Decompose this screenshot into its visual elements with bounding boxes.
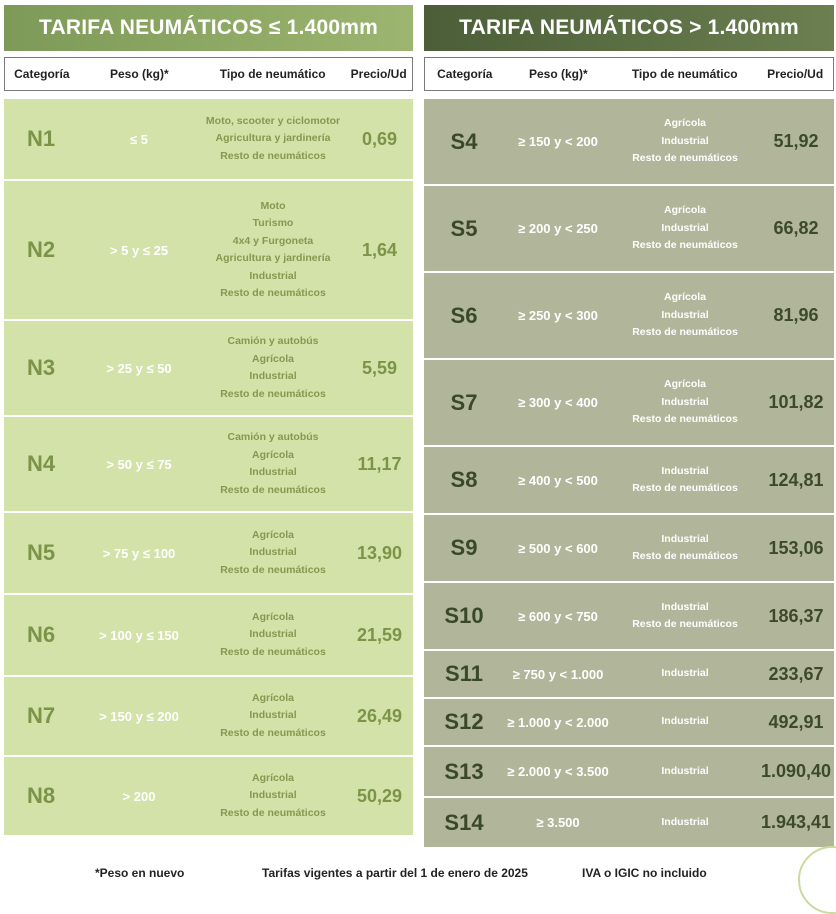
footer-weight-note: *Peso en nuevo [95, 866, 185, 880]
tyre-type: Resto de neumáticos [632, 239, 738, 252]
header-peso: Peso (kg)* [110, 67, 169, 81]
unit-price: 1.090,40 [760, 761, 832, 781]
weight-range: > 25 y ≤ 50 [106, 360, 172, 376]
tyre-types [200, 609, 346, 662]
weight-range: > 100 y ≤ 150 [99, 627, 179, 643]
tyre-type: Agrícola [251, 771, 294, 784]
unit-price: 124,81 [768, 469, 824, 490]
tyre-type: Agrícola [251, 610, 294, 623]
unit-price: 1.943,41 [760, 812, 832, 832]
tyre-types [612, 763, 758, 781]
tyre-type: Camión y autobús [227, 335, 319, 347]
table-header [4, 57, 413, 91]
table-body [4, 99, 413, 837]
tyre-type: Industrial [661, 600, 709, 613]
tyre-type: Agrícola [251, 691, 294, 704]
category-code: N7 [26, 703, 56, 728]
category-code: S10 [444, 603, 484, 628]
unit-price: 186,37 [768, 605, 824, 626]
category-code: S5 [450, 215, 478, 241]
header-tipo: Tipo de neumático [219, 67, 326, 81]
tyre-type: Resto de neumáticos [632, 326, 738, 339]
footer-tax-note: IVA o IGIC no incluido [582, 866, 707, 880]
tyre-type: Agrícola [251, 448, 294, 461]
tyre-type: Agrícola [251, 352, 294, 365]
table-row [4, 181, 413, 321]
tyre-type: Agricultura y jardinería [215, 132, 331, 145]
tyre-type: Industrial [249, 466, 297, 478]
tyre-type: Resto de neumáticos [220, 387, 326, 400]
weight-range: > 200 [122, 788, 156, 804]
table-row [4, 513, 413, 595]
category-code: N1 [26, 126, 56, 151]
weight-range: > 50 y ≤ 75 [106, 456, 172, 472]
tyre-types [200, 690, 346, 743]
tyre-type: Industrial [661, 308, 709, 321]
tyre-types [200, 113, 346, 166]
tyre-type: Agrícola [663, 117, 706, 130]
table-row [424, 651, 834, 699]
weight-range: ≥ 150 y < 200 [518, 134, 598, 149]
weight-range: > 5 y ≤ 25 [109, 242, 169, 258]
tyre-type: Agrícola [663, 291, 706, 304]
unit-price: 50,29 [356, 785, 403, 806]
tyre-type: Industrial [249, 789, 297, 802]
tyre-type: Resto de neumáticos [632, 413, 738, 426]
weight-range: ≥ 3.500 [536, 815, 580, 830]
tyre-type: Agrícola [663, 204, 706, 217]
weight-range: ≥ 2.000 y < 3.500 [507, 764, 609, 779]
header-categoria: Categoría [14, 67, 70, 81]
table-row [424, 747, 834, 798]
tyre-type: Industrial [661, 764, 709, 777]
tyre-type: Resto de neumáticos [632, 152, 738, 165]
tyre-type: 4x4 y Furgoneta [232, 234, 314, 247]
table-row [424, 583, 834, 651]
weight-range: ≥ 1.000 y < 2.000 [507, 714, 609, 730]
weight-range: > 75 y ≤ 100 [102, 545, 176, 561]
tyre-types [612, 202, 758, 255]
table-row [424, 273, 834, 360]
category-code: N5 [26, 540, 56, 565]
tyre-type: Industrial [249, 546, 297, 559]
tyre-type: Agrícola [663, 378, 706, 391]
tyre-type: Moto [260, 199, 286, 212]
tyre-type: Resto de neumáticos [632, 550, 738, 562]
tyre-type: Resto de neumáticos [220, 563, 326, 576]
weight-range: > 150 y ≤ 200 [99, 708, 179, 724]
category-code: N3 [26, 355, 56, 380]
tyre-type: Agricultura y jardinería [215, 252, 331, 264]
category-code: S12 [444, 709, 484, 734]
tyre-types [200, 527, 346, 580]
table-row [4, 757, 413, 837]
category-code: S13 [444, 758, 484, 784]
tyre-types [612, 463, 758, 498]
unit-price: 21,59 [356, 624, 403, 645]
tyre-type: Industrial [661, 667, 709, 680]
header-tipo: Tipo de neumático [631, 67, 738, 81]
category-code: S6 [450, 302, 478, 328]
unit-price: 1,64 [361, 239, 398, 260]
unit-price: 492,91 [768, 711, 824, 732]
tyre-type: Resto de neumáticos [632, 618, 738, 630]
tyre-type: Resto de neumáticos [632, 482, 738, 494]
tyre-type: Resto de neumáticos [220, 806, 326, 819]
table-row [4, 595, 413, 677]
category-code: S4 [450, 128, 478, 154]
category-code: S8 [450, 467, 478, 492]
table-large-tyres [424, 5, 834, 849]
tyre-types [612, 599, 758, 634]
tyre-type: Resto de neumáticos [220, 726, 326, 739]
tyre-type: Industrial [249, 269, 297, 282]
header-precio: Precio/Ud [350, 67, 407, 81]
tyre-type: Resto de neumáticos [220, 287, 326, 299]
table-row [424, 798, 834, 849]
tyre-types [612, 665, 758, 683]
weight-range: ≥ 400 y < 500 [518, 472, 598, 488]
unit-price: 153,06 [768, 537, 824, 558]
tyre-types [612, 289, 758, 342]
table-row [424, 699, 834, 747]
tyre-type: Industrial [661, 815, 709, 828]
tyre-type: Industrial [661, 221, 709, 234]
tyre-type: Industrial [661, 715, 709, 728]
unit-price: 0,69 [361, 128, 398, 149]
header-peso: Peso (kg)* [529, 67, 588, 81]
weight-range: ≥ 750 y < 1.000 [512, 666, 604, 682]
table-small-tyres [4, 5, 413, 837]
category-code: N4 [26, 451, 56, 476]
table-row [4, 99, 413, 181]
table-row [424, 99, 834, 186]
footer-validity: Tarifas vigentes a partir del 1 de enero de 2025 [262, 866, 528, 880]
table-header [424, 57, 834, 91]
tyre-types [200, 429, 346, 499]
category-code: N6 [26, 622, 56, 647]
table-row [4, 417, 413, 513]
tyre-type: Industrial [661, 532, 709, 545]
tyre-type: Resto de neumáticos [220, 483, 326, 496]
unit-price: 233,67 [768, 663, 824, 684]
tyre-types [612, 531, 758, 566]
tyre-type: Turismo [252, 217, 294, 229]
category-code: S14 [444, 809, 484, 835]
weight-range: ≥ 250 y < 300 [518, 308, 598, 323]
weight-range: ≥ 300 y < 400 [518, 395, 598, 410]
tyre-type: Industrial [249, 628, 297, 641]
decorative-arc [798, 846, 836, 914]
tyre-type: Resto de neumáticos [220, 149, 326, 162]
footer [0, 866, 836, 882]
category-code: N8 [26, 783, 56, 808]
unit-price: 51,92 [773, 131, 819, 151]
category-code: S7 [450, 389, 478, 415]
weight-range: ≤ 5 [130, 131, 148, 147]
tyre-types [612, 376, 758, 429]
tyre-type: Industrial [661, 134, 709, 147]
table-row [424, 360, 834, 447]
tyre-types [612, 115, 758, 168]
tyre-types [612, 713, 758, 731]
header-precio: Precio/Ud [767, 67, 824, 81]
tyre-type: Agrícola [251, 528, 294, 541]
weight-range: ≥ 600 y < 750 [518, 608, 598, 624]
header-categoria: Categoría [437, 67, 493, 81]
tyre-type: Moto, scooter y ciclomotor [205, 114, 341, 127]
tyre-type: Industrial [249, 709, 297, 722]
table-row [424, 186, 834, 273]
tyre-types [612, 814, 758, 832]
tyre-type: Industrial [661, 395, 709, 408]
table-body [424, 99, 834, 849]
unit-price: 101,82 [768, 392, 824, 412]
tyre-type: Resto de neumáticos [220, 645, 326, 658]
tyre-types [200, 198, 346, 303]
unit-price: 5,59 [361, 357, 398, 378]
table-title: TARIFA NEUMÁTICOS > 1.400mm [424, 5, 834, 51]
tyre-types [200, 770, 346, 823]
unit-price: 11,17 [357, 453, 402, 474]
tyre-types [200, 333, 346, 403]
tyre-type: Industrial [249, 370, 297, 382]
category-code: S11 [445, 661, 483, 686]
tyre-type: Camión y autobús [227, 431, 319, 443]
table-row [424, 447, 834, 515]
weight-range: ≥ 500 y < 600 [518, 540, 598, 556]
table-title: TARIFA NEUMÁTICOS ≤ 1.400mm [4, 5, 413, 51]
unit-price: 13,90 [356, 542, 403, 563]
tyre-type: Industrial [661, 464, 709, 477]
unit-price: 81,96 [773, 305, 819, 325]
category-code: N2 [26, 237, 56, 262]
table-row [4, 321, 413, 417]
unit-price: 26,49 [356, 705, 403, 726]
unit-price: 66,82 [773, 218, 819, 238]
table-row [424, 515, 834, 583]
weight-range: ≥ 200 y < 250 [518, 221, 598, 236]
category-code: S9 [450, 535, 478, 560]
table-row [4, 677, 413, 757]
